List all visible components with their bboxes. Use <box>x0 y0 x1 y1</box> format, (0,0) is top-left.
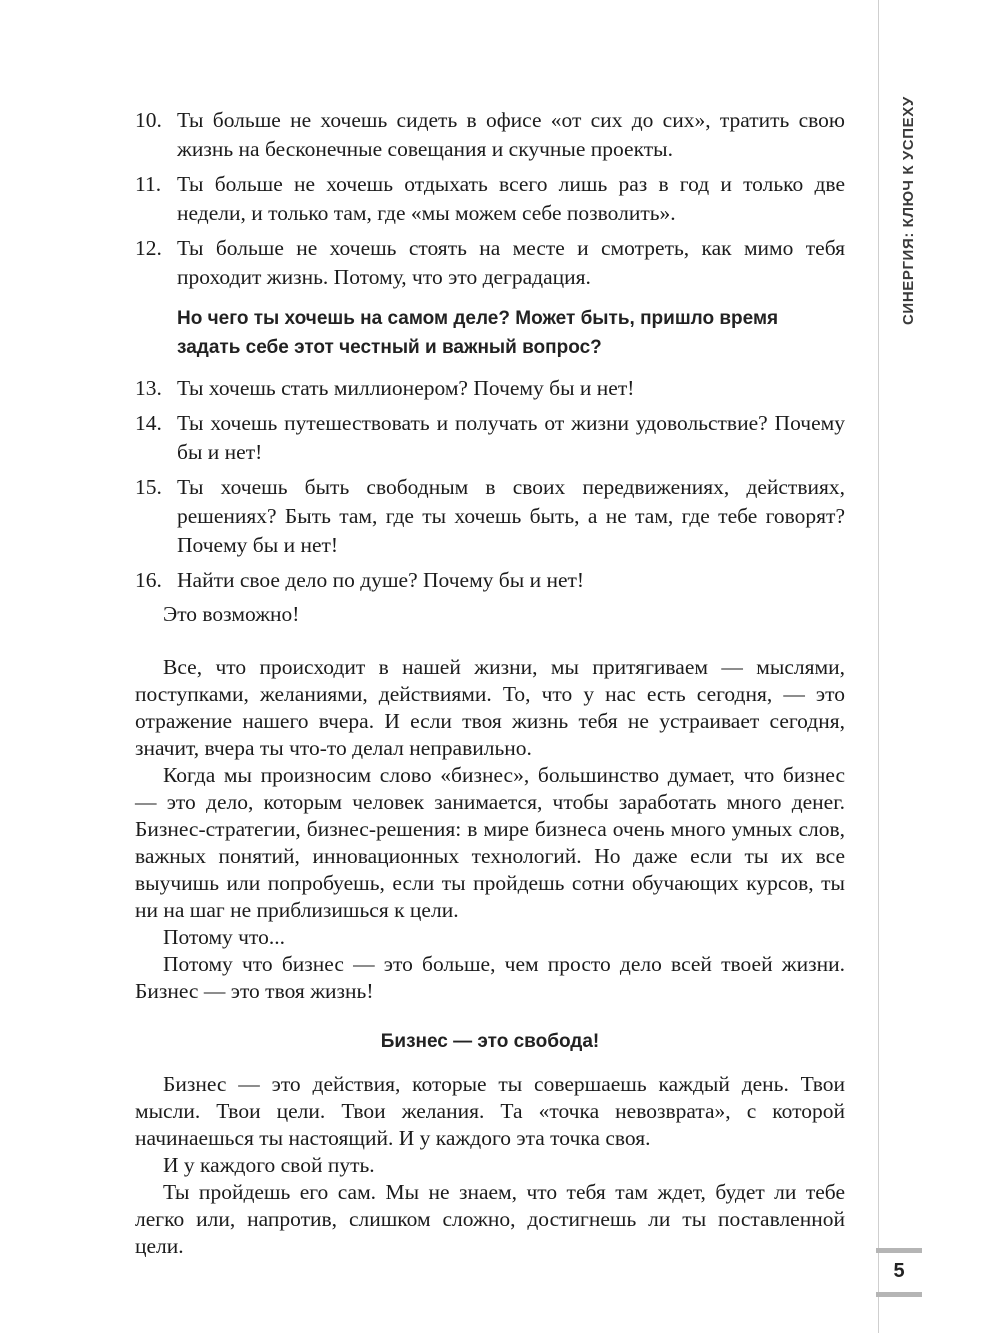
running-header: СИНЕРГИЯ: КЛЮЧ К УСПЕХУ <box>900 96 917 325</box>
paragraph: Ты пройдешь его сам. Мы не знаем, что тебя там ждет, будет ли тебе легко или, напротив, слишком сложно, достигнешь ли ты поставленной цели. <box>135 1180 845 1258</box>
possible-line: Это возможно! <box>163 602 300 626</box>
side-rule <box>878 0 879 1333</box>
paragraph: Потому что бизнес — это больше, чем просто дело всей твоей жизни. Бизнес — это твоя жизнь! <box>135 952 845 1003</box>
paragraph: Потому что... <box>163 925 285 949</box>
list-item: 12. Ты больше не хочешь стоять на месте и смотреть, как мимо тебя проходит жизнь. Потому, что это деградация. <box>135 236 845 289</box>
bold-question: Но чего ты хочешь на самом деле? Может быть, пришло время задать себе этот честный и важный вопрос? <box>177 308 779 358</box>
page-number-bars-top <box>876 1248 922 1257</box>
section-heading: Бизнес — это свобода! <box>380 1031 600 1052</box>
numbered-list-1 <box>135 106 845 292</box>
paragraph: Бизнес — это действия, которые ты совершаешь каждый день. Твои мысли. Твои цели. Твои желания. Та «точка невозврата», с которой начинаешься ты настоящий. И у каждого эта точка своя. <box>135 1072 845 1150</box>
page-number-bars-bottom <box>876 1292 922 1301</box>
list-item: 10. Ты больше не хочешь сидеть в офисе «от сих до сих», тратить свою жизнь на бесконечные совещания и скучные проекты. <box>135 108 845 161</box>
list-item: 14. Ты хочешь путешествовать и получать от жизни удовольствие? Почему бы и нет! <box>135 411 845 464</box>
list-item: 16. Найти свое дело по душе? Почему бы и нет! <box>135 568 585 592</box>
paragraph: Все, что происходит в нашей жизни, мы притягиваем — мыслями, поступками, желаниями, действиями. То, что у нас есть сегодня, — это отражение нашего вчера. И если твоя жизнь тебя не устраивает сегодня, значит, вчера ты что-то делал неправильно. <box>135 655 845 760</box>
list-item: 11. Ты больше не хочешь отдыхать всего лишь раз в год и только две недели, и только там, где «мы можем себе позволить». <box>135 172 845 225</box>
paragraph: И у каждого свой путь. <box>163 1153 375 1177</box>
paragraph: Когда мы произносим слово «бизнес», большинство думает, что бизнес — это дело, которым человек занимается, чтобы заработать много денег. Бизнес-стратегии, бизнес-решения: в мире бизнеса очень много умных слов, важных понятий, инновационных технологий. Но даже если ты их все выучишь или попробуешь, если ты пройдешь сотни обучающих курсов, ты ни на шаг не приблизишься к цели. <box>135 763 845 922</box>
list-item: 13. Ты хочешь стать миллионером? Почему бы и нет! <box>135 376 635 400</box>
list-item: 15. Ты хочешь быть свободным в своих передвижениях, действиях, решениях? Быть там, где ты хочешь быть, а не там, где тебе говорят? Почему бы и нет! <box>135 475 845 557</box>
main-text-column <box>135 106 845 1260</box>
numbered-list-2 <box>135 374 845 595</box>
page-number: 5 <box>893 1260 905 1282</box>
